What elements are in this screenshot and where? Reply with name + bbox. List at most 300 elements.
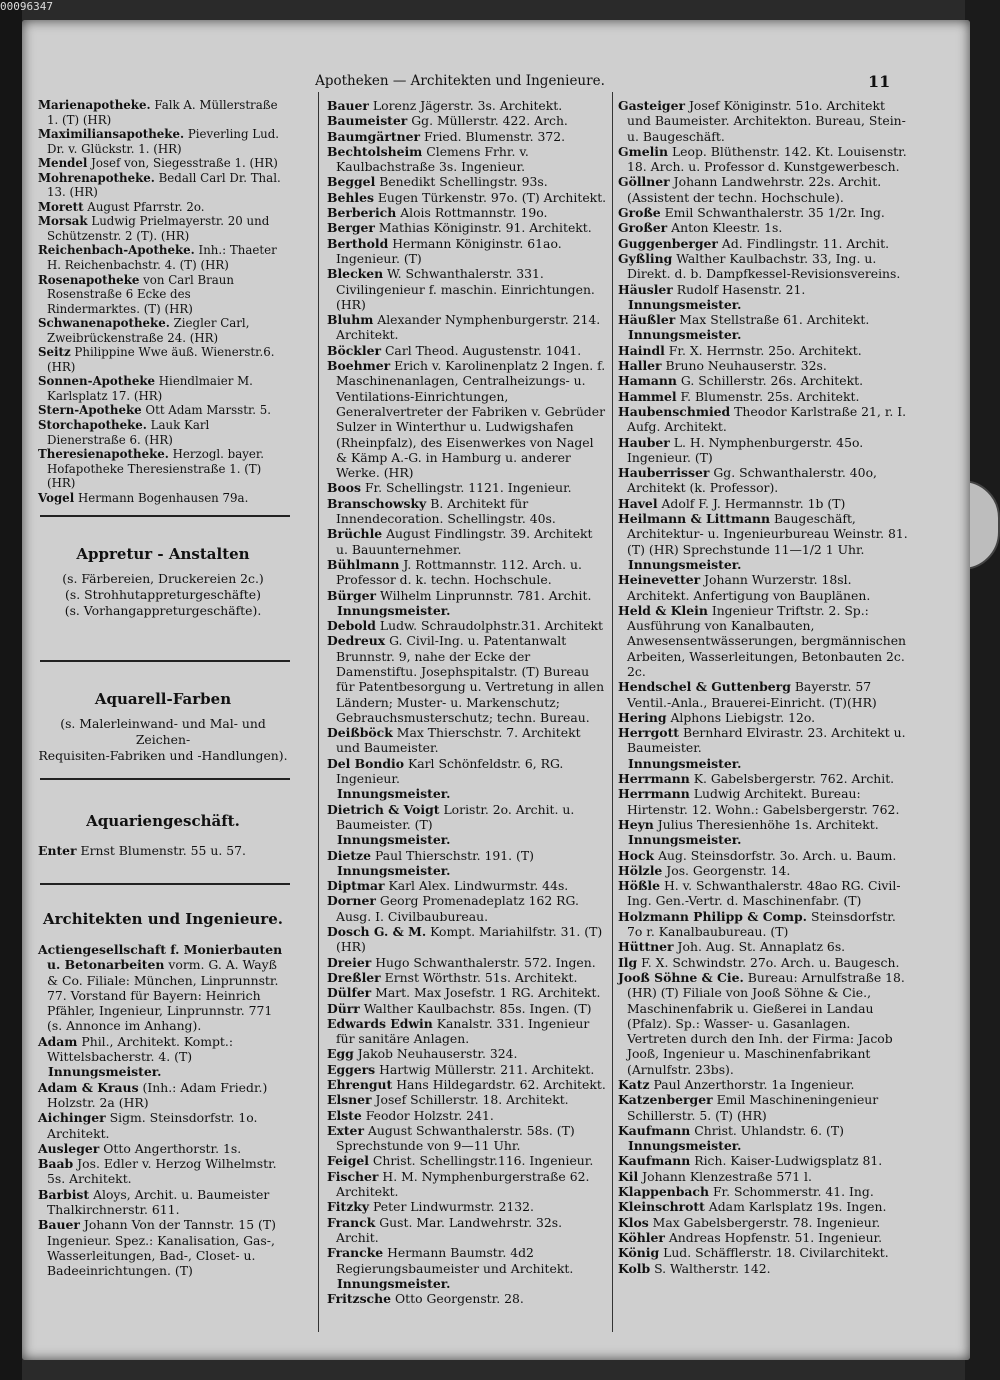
entry-text: August Schwanthalerstr. 58s. (T) Sprechstunde von 9—11 Uhr. (336, 1122, 575, 1154)
aquarien-section (38, 812, 288, 838)
directory-entry (327, 1291, 608, 1306)
entry-name: Dülfer (327, 985, 372, 1001)
entry-text: W. Schwanthalerstr. 331. Civilingenieur f. maschin. Einrichtungen. (HR) (336, 266, 595, 312)
directory-entry (327, 848, 608, 863)
entry-name: Bluhm (327, 312, 374, 328)
entry-name: Mohrenapotheke. (38, 170, 155, 185)
directory-entry (327, 633, 608, 725)
entry-name: Köhler (618, 1229, 665, 1245)
entry-name: Schwanenapotheke. (38, 316, 170, 331)
directory-entry (618, 878, 908, 909)
entry-text: Mathias Königinstr. 91. Architekt. (378, 220, 592, 236)
directory-entry (38, 1156, 286, 1187)
entry-text: Johann Klenzestraße 571 l. (642, 1168, 812, 1184)
innungsmeister-note: Innungsmeister. (337, 602, 451, 618)
entry-text: von Carl Braun Rosenstraße 6 Ecke des Rindermarktes. (T) (HR) (47, 272, 234, 316)
directory-entry (327, 1199, 608, 1214)
entry-name: Adam (38, 1033, 78, 1049)
directory-entry (38, 214, 286, 243)
directory-entry (618, 236, 908, 251)
entry-name: Hammel (618, 388, 677, 404)
entry-text: K. Gabelsbergerstr. 762. Archit. (693, 771, 895, 787)
entry-name: Elste (327, 1107, 362, 1123)
entry-name: Hauber (618, 434, 670, 450)
entry-name: Deißböck (327, 725, 393, 741)
innungsmeister-note: Innungsmeister. (628, 755, 742, 771)
entry-text: Josef von, Siegesstraße 1. (HR) (91, 156, 278, 171)
directory-entry (618, 863, 908, 878)
directory-entry (618, 174, 908, 205)
entry-text: Baugeschäft, Architektur- u. Ingenieurbureau Weinstr. 81. (T) (HR) Sprechstunde 11—1/2 1 Uhr. (627, 511, 908, 557)
aquarell-title: Aquarell-Farben (94, 690, 232, 708)
pharmacy-list (38, 98, 286, 505)
directory-entry (38, 1110, 286, 1141)
entry-name: Ilg (618, 954, 638, 970)
directory-entry (38, 447, 286, 491)
entry-text: vorm. G. A. Wayß & Co. Filiale: München, Linprunnstr. 77. Vorstand für Bayern: Heinrich Pfähler, Ingenieur, Linprunnstr. 771 (s. Annonce im Anhang). (47, 957, 279, 1034)
entry-text: (Inh.: Adam Friedr.) Holzstr. 2a (HR) (47, 1079, 268, 1110)
entry-name: Heyn (618, 816, 654, 832)
entry-text: Sigm. Steinsdorfstr. 1o. Architekt. (47, 1110, 258, 1141)
entry-text: Emil Maschineningenieur Schillerstr. 5. (T) (HR) (627, 1092, 879, 1123)
entry-name: Storchapotheke. (38, 418, 147, 433)
directory-entry (618, 909, 908, 940)
directory-entry (327, 266, 608, 312)
entry-text: G. Schillerstr. 26s. Architekt. (680, 373, 864, 389)
aquarell-line: (s. Malerleinwand- und Mal- und Zeichen- (60, 716, 266, 747)
entry-name: Hölzle (618, 862, 663, 878)
directory-entry (618, 343, 908, 358)
entry-name: Baab (38, 1156, 74, 1172)
directory-entry (38, 1141, 286, 1156)
entry-text: Leop. Blüthenstr. 142. Kt. Louisenstr. 18. Arch. u. Professor d. Kunstgewerbesch. (627, 143, 907, 175)
entry-text: Julius Theresienhöhe 1s. Architekt. (657, 816, 879, 832)
entry-name: Guggenberger (618, 235, 718, 251)
entry-text: B. Architekt für Innendecoration. Schellingstr. 40s. (336, 495, 556, 527)
entry-text: Gg. Schwanthalerstr. 40o, Architekt (k. Professor). (627, 465, 877, 496)
directory-entry (327, 236, 608, 267)
entry-text: Paul Thierschstr. 191. (T) (374, 847, 534, 863)
innungsmeister-note: Innungsmeister. (628, 556, 742, 572)
entry-text: Phil., Architekt. Kompt.: Wittelsbacherstr. 4. (T) (47, 1033, 234, 1065)
directory-entry (618, 1184, 908, 1199)
entry-text: Wilhelm Linprunnstr. 781. Archit. (380, 587, 592, 603)
entry-name: Herrmann (618, 771, 690, 787)
entry-name: Heinevetter (618, 572, 701, 588)
directory-entry (327, 1108, 608, 1123)
innungsmeister-note: Innungsmeister. (628, 832, 742, 848)
entry-text: Christ. Schellingstr.116. Ingenieur. (372, 1153, 594, 1169)
entry-name: Hering (618, 709, 667, 725)
entry-text: Fried. Blumenstr. 372. (423, 128, 566, 144)
innungsmeister-note: Innungsmeister. (337, 1275, 451, 1291)
directory-entry (38, 171, 286, 200)
entry-name: Dorner (327, 893, 376, 909)
directory-entry (327, 205, 608, 220)
entry-name: Ehrengut (327, 1077, 393, 1092)
entry-text: Ludwig Prielmayerstr. 20 und Schützenstr. 2 (T). (HR) (47, 214, 270, 243)
directory-entry (618, 1092, 908, 1123)
entry-text: Ziegler Carl, Zweibrückenstraße 24. (HR) (47, 316, 250, 345)
directory-entry (327, 129, 608, 144)
entry-text: Johann Landwehrstr. 22s. Archit. (Assistent der techn. Hochschule). (627, 174, 882, 205)
entry-name: Berger (327, 220, 375, 236)
directory-entry (618, 465, 908, 496)
directory-entry (327, 1215, 608, 1246)
entry-text: Otto Georgenstr. 28. (394, 1291, 524, 1307)
entry-name: Hüttner (618, 939, 674, 955)
entry-name: Francke (327, 1245, 384, 1261)
directory-entry (618, 725, 908, 756)
directory-entry (38, 156, 286, 171)
directory-entry (327, 985, 608, 1000)
directory-entry (618, 435, 908, 466)
directory-entry (327, 1062, 608, 1077)
directory-entry (618, 939, 908, 954)
entry-name: Fischer (327, 1168, 379, 1184)
entry-name: Boos (327, 480, 361, 496)
column-rule-left (318, 92, 319, 1332)
entry-name: Baumeister (327, 113, 408, 129)
entry-name: Diptmar (327, 878, 385, 894)
directory-entry (618, 496, 908, 511)
entry-text: G. Civil-Ing. u. Patentanwalt Brunnstr. 9, nahe der Ecke der Damenstiftu. Josephspitalstr. (T) Bureau für Patentbesorgung u. Vertretung in allen Ländern; Muster- u. Markenschutz; Gebrauchsmusterschutz; techn. Bureau. (336, 633, 605, 725)
directory-entry (618, 970, 908, 1077)
directory-entry (327, 1245, 608, 1276)
innungsmeister-note: Innungsmeister. (628, 327, 742, 343)
directory-entry (327, 588, 608, 603)
directory-entry (618, 404, 908, 435)
entry-text: H. M. Nymphenburgerstraße 62. Architekt. (336, 1168, 590, 1200)
entry-name: Egg (327, 1046, 354, 1062)
entry-name: König (618, 1245, 660, 1261)
entry-name: Herrmann (618, 786, 690, 802)
entry-text: Adam Karlsplatz 19s. Ingen. (708, 1199, 887, 1215)
directory-entry (618, 358, 908, 373)
entry-text: Karl Alex. Lindwurmstr. 44s. (388, 878, 569, 894)
entry-name: Bechtolsheim (327, 143, 423, 159)
divider-3 (40, 778, 290, 780)
entry-name: Mendel (38, 156, 88, 171)
directory-entry (327, 1123, 608, 1154)
directory-entry (327, 756, 608, 787)
entry-text: Anton Kleestr. 1s. (671, 220, 783, 236)
entry-name: Morsak (38, 214, 88, 229)
directory-entry (327, 1016, 608, 1047)
entry-text: Joh. Aug. St. Annaplatz 6s. (677, 939, 846, 955)
directory-entry (618, 817, 908, 832)
entry-name: Fitzky (327, 1199, 370, 1215)
directory-entry (618, 603, 908, 679)
directory-entry (327, 1046, 608, 1061)
directory-entry (327, 1077, 608, 1092)
entry-name: Böckler (327, 342, 381, 358)
entry-name: Exter (327, 1122, 364, 1138)
directory-entry (38, 345, 286, 374)
innungsmeister-note: Innungsmeister. (337, 832, 451, 848)
entry-text: Kompt. Mariahilfstr. 31. (T) (HR) (336, 924, 603, 955)
entry-text: Falk A. Müllerstraße 1. (T) (HR) (47, 98, 278, 127)
directory-entry (618, 1230, 908, 1245)
entry-text: Ingenieur Triftstr. 2. Sp.: Ausführung von Kanalbauten, Anwesensentwässerungen, bergmännischen Arbeiten, Wasserleitungen, Betonbauten 2c. 2c. (627, 602, 907, 679)
entry-name: Haubenschmied (618, 403, 731, 419)
entry-text: August Findlingstr. 39. Architekt u. Bauunternehmer. (336, 526, 593, 557)
entry-text: Bernhard Elvirastr. 23. Architekt u. Baumeister. (627, 725, 906, 756)
directory-entry (618, 848, 908, 863)
entry-text: Karl Schönfeldstr. 6, RG. Ingenieur. (336, 755, 564, 787)
directory-entry (618, 786, 908, 817)
entry-text: Gust. Mar. Landwehrstr. 32s. Archit. (336, 1214, 563, 1245)
directory-entry (327, 343, 608, 358)
entry-name: Dreßler (327, 969, 381, 985)
entry-name: Dietrich & Voigt (327, 801, 440, 817)
entry-name: Bauer (38, 1217, 80, 1233)
entry-name: Häußler (618, 312, 676, 328)
directory-entry (327, 220, 608, 235)
directory-entry (618, 98, 908, 144)
entry-text: Carl Theod. Augustenstr. 1041. (384, 342, 582, 358)
directory-entry (38, 403, 286, 418)
entry-text: Aug. Steinsdorfstr. 3o. Arch. u. Baum. (658, 847, 897, 863)
entry-name: Adam & Kraus (38, 1079, 139, 1095)
entry-text: Gg. Müllerstr. 422. Arch. (411, 113, 568, 129)
entry-name: Boehmer (327, 358, 391, 374)
directory-entry (327, 955, 608, 970)
directory-entry (618, 1245, 908, 1260)
directory-entry (327, 618, 608, 633)
directory-entry (327, 557, 608, 588)
entry-text: Hermann Königinstr. 61ao. Ingenieur. (T) (336, 235, 562, 266)
entry-text: Ernst Blumenstr. 55 u. 57. (80, 843, 246, 858)
entry-name: Stern-Apotheke (38, 403, 142, 418)
entry-name: Brüchle (327, 526, 383, 542)
directory-entry (618, 282, 908, 297)
directory-entry (327, 174, 608, 189)
directory-entry (38, 418, 286, 447)
entry-name: Katz (618, 1077, 650, 1092)
directory-entry (618, 955, 908, 970)
entry-name: Del Bondio (327, 755, 405, 771)
directory-entry (618, 572, 908, 603)
directory-entry (618, 1261, 908, 1276)
directory-entry (327, 1001, 608, 1016)
entry-text: Josef Schillerstr. 18. Architekt. (375, 1092, 569, 1108)
entry-text: Philippine Wwe äuß. Wienerstr.6.(HR) (47, 345, 275, 374)
entry-name: Berberich (327, 205, 397, 221)
entry-text: H. v. Schwanthalerstr. 48ao RG. Civil-Ing. Gen.-Vertr. d. Maschinenfabr. (T) (627, 878, 901, 909)
directory-entry (618, 312, 908, 327)
architects-section (38, 910, 288, 936)
directory-entry (327, 480, 608, 495)
entry-text: Fr. X. Herrnstr. 25o. Architekt. (668, 342, 862, 358)
entry-text: Hartwig Müllerstr. 211. Architekt. (379, 1061, 595, 1077)
entry-text: Ludwig Architekt. Bureau: Hirtenstr. 12. Wohn.: Gabelsbergerstr. 762. (627, 786, 900, 817)
entry-name: Dreier (327, 954, 372, 970)
innungsmeister-note: Innungsmeister. (48, 1064, 162, 1080)
directory-entry (327, 312, 608, 343)
entry-name: Kolb (618, 1260, 651, 1276)
entry-text: Johann Wurzerstr. 18sl. Architekt. Anfertigung von Bauplänen. (627, 572, 871, 603)
entry-text: Alexander Nymphenburgerstr. 214. Architekt. (336, 312, 601, 343)
entry-name: Behles (327, 189, 374, 205)
aquarien-title: Aquariengeschäft. (86, 812, 240, 830)
entry-text: Loristr. 2o. Archit. u. Baumeister. (T) (336, 801, 575, 832)
entry-name: Elsner (327, 1092, 372, 1108)
entry-name: Edwards Edwin (327, 1015, 433, 1031)
entry-text: Kanalstr. 331. Ingenieur für sanitäre Anlagen. (336, 1015, 590, 1047)
entry-text: Erich v. Karolinenplatz 2 Ingen. f. Maschinenanlagen, Centralheizungs- u. Ventilations-Einrichtungen, Generalvertreter der Fabriken v. Gebrüder Sulzer in Winterthur u. Ludwigshafen (Rheinpfalz), des Eisenwerkes von Nagel & Kämp A.-G. in Hamburg u. anderer Werke. (HR) (336, 358, 606, 481)
entry-text: Jakob Neuhauserstr. 324. (357, 1046, 518, 1062)
entry-name: Bühlmann (327, 556, 400, 572)
directory-entry (618, 144, 908, 175)
entry-text: Alphons Liebigstr. 12o. (670, 709, 816, 725)
aquarien-entry (38, 843, 288, 858)
entry-name: Seitz (38, 345, 71, 360)
directory-entry (327, 496, 608, 527)
entry-name: Häusler (618, 281, 673, 297)
directory-entry (38, 273, 286, 317)
architects-title: Architekten und Ingenieure. (43, 910, 283, 928)
entry-text: Lauk Karl Dienerstraße 6. (HR) (47, 418, 210, 447)
entry-text: Bureau: Arnulfstraße 18. (HR) (T) Filiale von Jooß Söhne & Cie., Maschinenfabrik u. Gießerei in Landau (Pfalz). Sp.: Wasser- u. Gasanlagen. Vertreten durch den Inh. der Firma: Jacob Jooß, Ingenieur u. Maschinenfabrikant (Arnulfstr. 23bs). (627, 969, 905, 1077)
appretur-line: (s. Strohhutappreturgeschäfte) (65, 587, 261, 602)
entry-text: Hugo Schwanthalerstr. 572. Ingen. (375, 954, 596, 970)
architects-left-list (38, 942, 286, 1279)
entry-name: Dedreux (327, 633, 386, 649)
entry-text: Paul Anzerthorstr. 1a Ingenieur. (653, 1077, 855, 1092)
entry-text: Bedall Carl Dr. Thal. 13. (HR) (47, 170, 281, 200)
entry-name: Marienapotheke. (38, 98, 151, 112)
entry-text: Theodor Karlstraße 21, r. I. Aufg. Architekt. (627, 403, 907, 435)
entry-name: Kaufmann (618, 1122, 691, 1138)
aquarell-section (38, 690, 288, 764)
divider-1 (40, 515, 290, 517)
page-number: 11 (868, 72, 891, 91)
entry-text: Inh.: Thaeter H. Reichenbachstr. 4. (T) (HR) (47, 243, 277, 273)
directory-entry (38, 1034, 286, 1065)
entry-name: Gasteiger (618, 98, 685, 113)
entry-name: Großer (618, 220, 668, 236)
directory-entry (38, 942, 286, 1034)
entry-name: Enter (38, 843, 77, 858)
directory-entry (618, 771, 908, 786)
entry-text: Christ. Uhlandstr. 6. (T) (694, 1122, 844, 1138)
entry-text: Bayerstr. 57 Ventil.-Anla., Brauerei-Einricht. (T)(HR) (627, 679, 877, 710)
entry-text: Alois Rottmannstr. 19o. (400, 205, 548, 221)
directory-entry (38, 1187, 286, 1218)
entry-name: Hößle (618, 878, 660, 894)
entry-name: Morett (38, 199, 84, 214)
entry-name: Berthold (327, 235, 389, 251)
entry-text: Ludw. Schraudolphstr.31. Architekt (379, 618, 604, 634)
directory-entry (327, 144, 608, 175)
directory-entry (618, 205, 908, 220)
entry-text: J. Rottmannstr. 112. Arch. u. Professor d. k. techn. Hochschule. (336, 556, 582, 588)
entry-text: Johann Von der Tannstr. 15 (T) Ingenieur. Spez.: Kanalisation, Gas-, Wasserleitungen, Bad-, Closet- u. Badeeinrichtungen. (T) (47, 1217, 276, 1279)
entry-text: Andreas Hopfenstr. 51. Ingenieur. (668, 1229, 883, 1245)
entry-name: Göllner (618, 174, 670, 190)
directory-entry (327, 970, 608, 985)
entry-name: Debold (327, 618, 376, 634)
entry-name: Blecken (327, 266, 384, 282)
entry-text: Max Stellstraße 61. Architekt. (679, 312, 870, 328)
entry-name: Theresienapotheke. (38, 447, 169, 462)
directory-entry (327, 98, 608, 113)
entry-name: Havel (618, 495, 658, 511)
entry-text: Emil Schwanthalerstr. 35 1/2r. Ing. (664, 205, 885, 221)
entry-name: Hamann (618, 373, 677, 389)
entry-text: Jos. Edler v. Herzog Wilhelmstr. 5s. Architekt. (47, 1156, 277, 1187)
entry-text: Aloys, Archit. u. Baumeister Thalkirchnerstr. 611. (47, 1186, 270, 1218)
entry-text: Eugen Türkenstr. 97o. (T) Architekt. (377, 189, 607, 205)
innungsmeister-note: Innungsmeister. (628, 1138, 742, 1154)
running-title: Apotheken — Architekten und Ingenieure. (315, 73, 605, 89)
directory-entry (618, 679, 908, 710)
directory-entry (618, 511, 908, 557)
book-right-edge (965, 0, 1000, 1380)
entry-text: Jos. Georgenstr. 14. (666, 862, 791, 878)
entry-name: Fritzsche (327, 1291, 391, 1307)
entry-name: Dürr (327, 1000, 360, 1016)
entry-name: Bauer (327, 98, 369, 113)
entry-name: Holzmann Philipp & Comp. (618, 908, 807, 924)
entry-name: Haller (618, 358, 662, 374)
corner-stamp: 00096347 (0, 0, 53, 13)
entry-name: Dosch G. & M. (327, 924, 427, 940)
entry-name: Hauberrisser (618, 465, 710, 481)
entry-name: Actiengesellschaft f. Monierbauten u. Betonarbeiten (38, 942, 283, 973)
directory-entry (38, 243, 286, 272)
entry-text: Mart. Max Josefstr. 1 RG. Architekt. (375, 985, 601, 1001)
entry-text: Walther Kaulbachstr. 85s. Ingen. (T) (363, 1000, 592, 1016)
directory-entry (618, 373, 908, 388)
entry-name: Hock (618, 847, 655, 863)
entry-name: Aichinger (38, 1110, 106, 1126)
entry-name: Feigel (327, 1153, 369, 1169)
entry-name: Klappenbach (618, 1184, 709, 1200)
entry-text: L. H. Nymphenburgerstr. 45o. Ingenieur. (T) (627, 434, 864, 465)
directory-entry (327, 1153, 608, 1168)
directory-entry (327, 113, 608, 128)
entry-name: Reichenbach-Apotheke. (38, 243, 195, 258)
entry-name: Dietze (327, 847, 371, 863)
directory-entry (618, 1123, 908, 1138)
directory-entry (38, 1080, 286, 1111)
entry-name: Kil (618, 1168, 639, 1184)
entry-text: Ernst Wörthstr. 51s. Architekt. (384, 969, 578, 985)
directory-entry (618, 389, 908, 404)
entry-name: Baumgärtner (327, 128, 420, 144)
entry-text: Ott Adam Marsstr. 5. (145, 403, 272, 418)
entry-name: Katzenberger (618, 1092, 713, 1108)
entry-name: Jooß Söhne & Cie. (618, 969, 744, 985)
entry-text: Fr. Schommerstr. 41. Ing. (712, 1184, 874, 1200)
aquarell-line: Requisiten-Fabriken und -Handlungen). (38, 748, 288, 763)
directory-entry (38, 127, 286, 156)
appretur-title: Appretur - Anstalten (76, 545, 250, 563)
architects-right-list (618, 98, 908, 1276)
entry-text: Fr. Schellingstr. 1121. Ingenieur. (364, 480, 572, 496)
entry-text: Feodor Holzstr. 241. (365, 1107, 494, 1123)
directory-entry (38, 1217, 286, 1278)
entry-text: Hermann Baumstr. 4d2 Regierungsbaumeister und Architekt. (336, 1245, 574, 1276)
directory-entry (327, 358, 608, 480)
directory-entry (327, 802, 608, 833)
entry-name: Kleinschrott (618, 1199, 705, 1215)
entry-text: Rudolf Hasenstr. 21. (676, 281, 806, 297)
entry-name: Eggers (327, 1061, 376, 1077)
entry-text: Lud. Schäfflerstr. 18. Civilarchitekt. (663, 1245, 889, 1261)
